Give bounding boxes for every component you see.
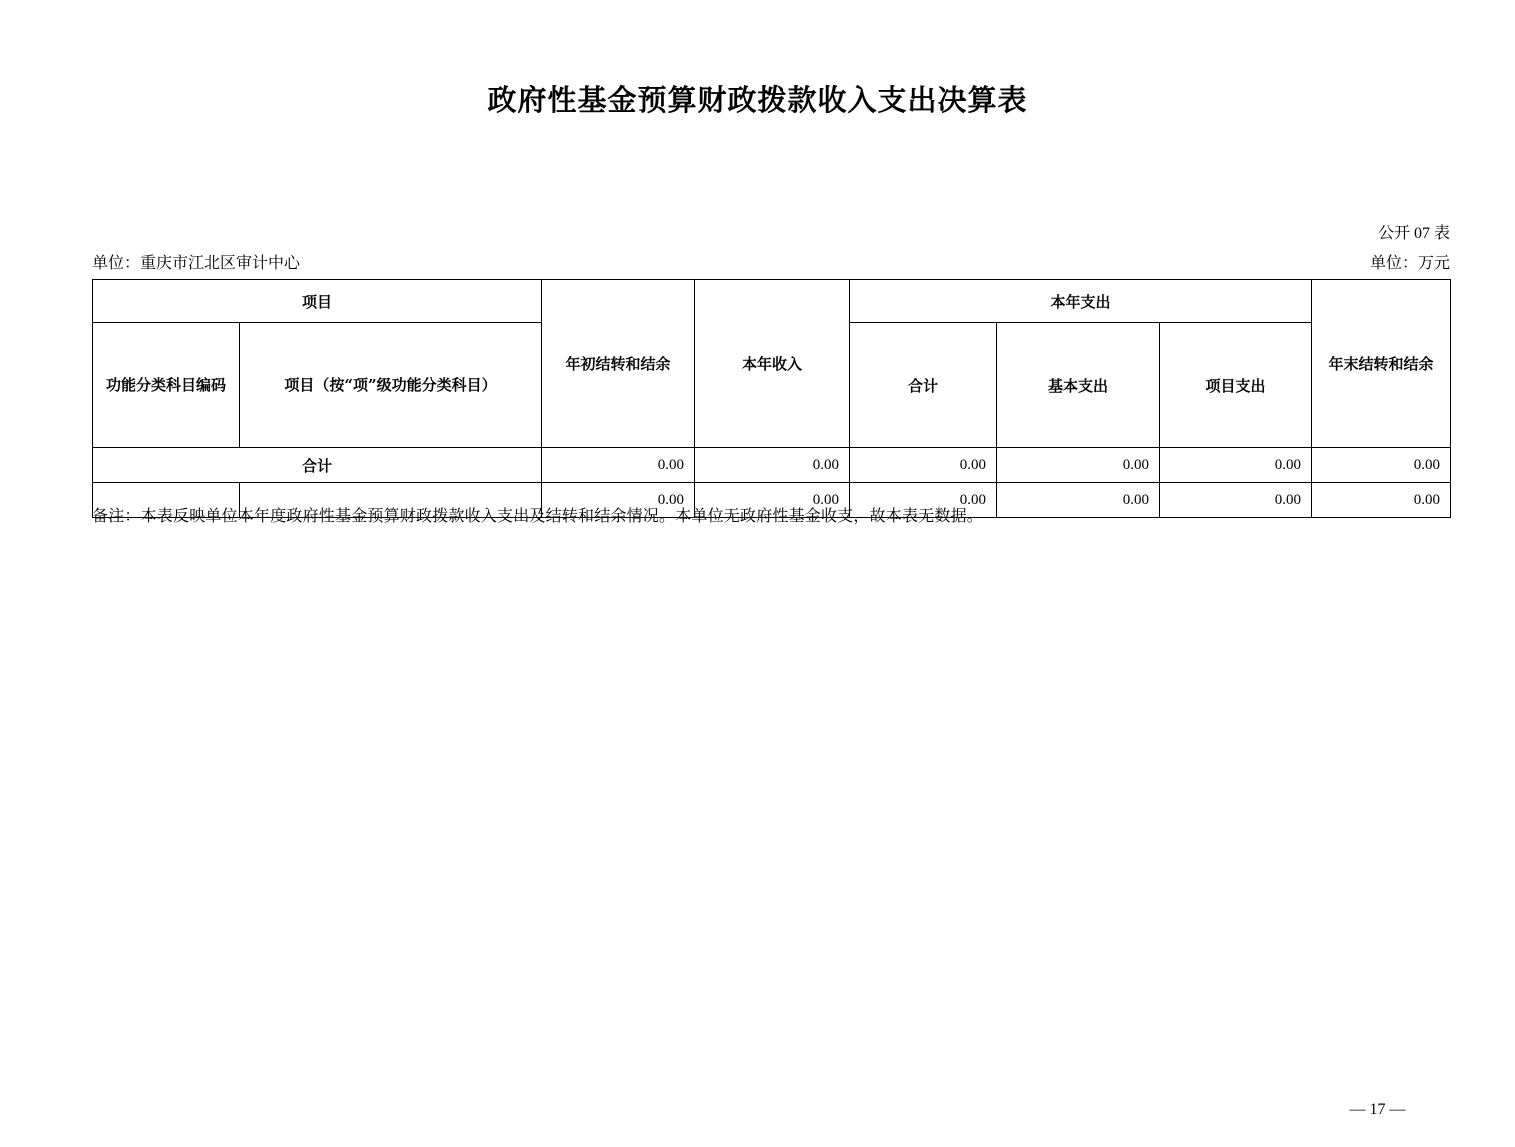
cell-ending-balance: 0.00 [1312, 483, 1451, 518]
page-number: — 17 — [1349, 1101, 1406, 1118]
header-beginning-balance: 年初结转和结余 [542, 280, 695, 448]
cell-current-year-income: 0.00 [695, 483, 850, 518]
document-page [0, 78, 1515, 1147]
budget-table [92, 279, 1451, 518]
cell-expenditure-total: 0.00 [850, 448, 997, 483]
header-function-code: 功能分类科目编码 [93, 323, 240, 448]
table-note: 备注：本表反映单位本年度政府性基金预算财政拨款收入支出及结转和结余情况。本单位无政府性基金收支，故本表无数据。 [92, 508, 984, 525]
cell-beginning-balance: 0.00 [542, 448, 695, 483]
row-label-total: 合计 [93, 448, 542, 483]
header-group-project: 项目 [93, 280, 542, 323]
header-group-current-year-expenditure: 本年支出 [850, 280, 1312, 323]
meta-row [92, 250, 1450, 273]
cell-basic-expenditure: 0.00 [997, 448, 1160, 483]
cell-ending-balance: 0.00 [1312, 448, 1451, 483]
header-ending-balance: 年末结转和结余 [1312, 280, 1451, 448]
header-current-year-income: 本年收入 [695, 280, 850, 448]
form-number: 公开 07 表 [1377, 225, 1450, 242]
header-project-expenditure: 项目支出 [1160, 323, 1312, 448]
table-row [93, 448, 1451, 483]
cell-project-expenditure: 0.00 [1160, 483, 1312, 518]
page-title: 政府性基金预算财政拨款收入支出决算表 [487, 83, 1028, 117]
unit-label: 单位：重庆市江北区审计中心 [92, 255, 301, 272]
amount-unit-label: 单位：万元 [1369, 255, 1450, 272]
header-expenditure-total: 合计 [850, 323, 997, 448]
header-project-name: 项目（按“项”级功能分类科目） [240, 323, 542, 448]
cell-expenditure-total: 0.00 [850, 483, 997, 518]
cell-beginning-balance: 0.00 [542, 483, 695, 518]
table-header-row-1 [93, 280, 1451, 323]
cell-project-expenditure: 0.00 [1160, 448, 1312, 483]
cell-current-year-income: 0.00 [695, 448, 850, 483]
header-basic-expenditure: 基本支出 [997, 323, 1160, 448]
cell-basic-expenditure: 0.00 [997, 483, 1160, 518]
